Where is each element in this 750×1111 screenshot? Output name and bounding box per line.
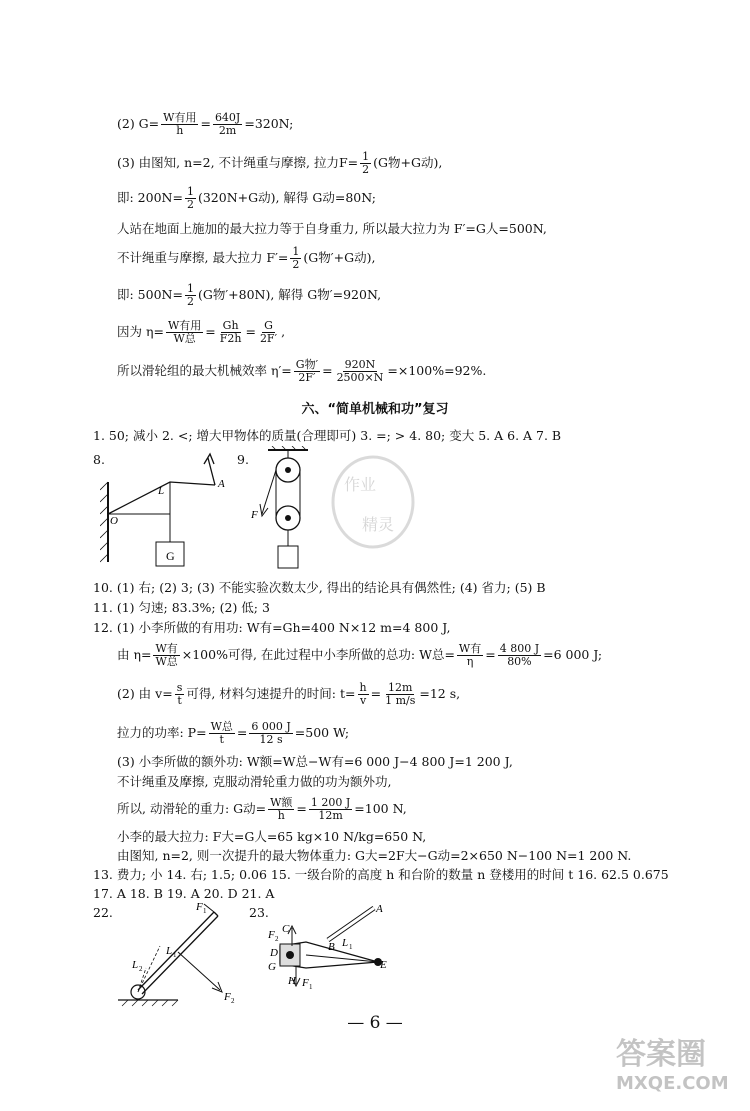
svg-text:D: D	[270, 947, 278, 959]
svg-text:A: A	[376, 903, 383, 915]
solution-line-5: 人站在地面上施加的最大拉力等于自身重力, 所以最大拉力为 F′=G人=500N,	[117, 221, 547, 236]
answer-12-line9: 由图知, n=2, 则一次提升的最大物体重力: G大=2F大−G动=2×650 N−100 N=1 200 N.	[117, 848, 632, 863]
svg-text:L: L	[132, 959, 139, 971]
answer-12-line1: 12. (1) 小李所做的有用功: W有=Gh=400 N×12 m=4 800 J,	[93, 620, 451, 635]
page-number: — 6 —	[347, 1013, 403, 1033]
question-8-label: 8.	[93, 452, 105, 467]
svg-text:B: B	[328, 941, 335, 953]
svg-text:L: L	[166, 945, 173, 957]
answer-10: 10. (1) 右; (2) 3; (3) 不能实验次数太少, 得出的结论具有偶然性; (4) 省力; (5) B	[93, 580, 546, 595]
lever-diagram-23	[266, 898, 396, 998]
answer-12-line3: (2) 由 v= $\frac{s}{t}$ 可得, 材料匀速提升的时间: t= $\frac{h}{v}$ = $\frac{12m}{1 m/s}$ =12 s,	[117, 681, 461, 707]
question-22-label: 22.	[93, 905, 113, 920]
svg-text:1: 1	[309, 983, 313, 991]
stamp-watermark	[328, 452, 418, 552]
svg-text:1: 1	[349, 943, 353, 951]
svg-text:F: F	[268, 929, 275, 941]
svg-text:2: 2	[275, 935, 279, 943]
svg-text:L: L	[342, 937, 349, 949]
answer-12-line6: 不计绳重及摩擦, 克服动滑轮重力做的功为额外功,	[117, 774, 392, 789]
svg-text:F: F	[196, 901, 203, 913]
answers-17-21: 17. A 18. B 19. A 20. D 21. A	[93, 886, 275, 901]
answer-12-line4: 拉力的功率: P= $\frac{\text{W总}}{t}$ = $\frac{6 000 J}{12 s}$ =500 W;	[117, 720, 350, 746]
question-23-label: 23.	[249, 905, 269, 920]
svg-text:1: 1	[173, 951, 177, 959]
solution-line-4: 即: 200N= $\frac{1}{2}$ (320N+G动), 解得 G动=80N;	[117, 185, 376, 211]
svg-text:H: H	[288, 975, 296, 987]
lever-diagram-22	[118, 900, 248, 1010]
arm-l-label: L	[158, 485, 165, 497]
solution-line-2: (2) G= $\frac{\text{W有用}}{h}$ = $\frac{640J}{2m}$ =320N;	[117, 111, 294, 137]
svg-text:2: 2	[231, 997, 235, 1005]
block-g-label: G	[166, 549, 175, 563]
answer-12-line2: 由 η= $\frac{\text{W有}}{\text{W总}}$ ×100%可得, 在此过程中小李所做的总功: W总= $\frac{\text{W有}}{\eta}$ = $\frac{4 800 J}{80\%}$ =6 000 J;	[117, 642, 603, 668]
answer-11: 11. (1) 匀速; 83.3%; (2) 低; 3	[93, 600, 270, 615]
point-a-label: A	[218, 478, 225, 490]
section-title: 六、“简单机械和功”复习	[301, 402, 449, 417]
solution-line-3: (3) 由图知, n=2, 不计绳重与摩擦, 拉力F= $\frac{1}{2}$ (G物+G动),	[117, 150, 443, 176]
lever-diagram-8	[100, 452, 240, 582]
svg-text:F: F	[302, 977, 309, 989]
svg-text:C: C	[282, 923, 290, 935]
solution-line-6: 不计绳重与摩擦, 最大拉力 F′= $\frac{1}{2}$ (G物′+G动),	[117, 245, 376, 271]
svg-text:1: 1	[203, 907, 207, 915]
site-watermark: 答案圈 MXQE.COM	[616, 1037, 729, 1094]
question-9-label: 9.	[237, 452, 249, 467]
svg-text:2: 2	[139, 965, 143, 973]
solution-line-7: 即: 500N= $\frac{1}{2}$ (G物′+80N), 解得 G物′=920N,	[117, 282, 382, 308]
answers-13-16: 13. 费力; 小 14. 右; 1.5; 0.06 15. 一级台阶的高度 h 和台阶的数量 n 登楼用的时间 t 16. 62.5 0.675	[93, 867, 669, 882]
pulley-diagram-9	[248, 446, 318, 576]
answers-1-7: 1. 50; 减小 2. <; 增大甲物体的质量(合理即可) 3. =; > 4. 80; 变大 5. A 6. A 7. B	[93, 428, 562, 443]
svg-text:G: G	[268, 961, 276, 973]
svg-text:F: F	[224, 991, 231, 1003]
solution-line-8: 因为 η= $\frac{\text{W有用}}{\text{W总}}$ = $\frac{Gh}{F2h}$ = $\frac{G}{2F'}$ ,	[117, 319, 286, 345]
answer-12-line7: 所以, 动滑轮的重力: G动= $\frac{\text{W额}}{h}$ = $\frac{1 200 J}{12m}$ =100 N,	[117, 796, 407, 822]
solution-line-9: 所以滑轮组的最大机械效率 η′= $\frac{\text{G物′}}{2F'}$ = $\frac{920N}{2500\times N}$ =×100%=92%.	[117, 358, 487, 384]
force-f-label: F	[251, 509, 258, 521]
answer-12-line8: 小李的最大拉力: F大=G人=65 kg×10 N/kg=650 N,	[117, 829, 427, 844]
svg-text:精灵: 精灵	[362, 517, 395, 534]
svg-text:E: E	[380, 959, 387, 971]
answer-12-line5: (3) 小李所做的额外功: W额=W总−W有=6 000 J−4 800 J=1 200 J,	[117, 754, 513, 769]
svg-text:作业: 作业	[344, 477, 377, 494]
pivot-o-label: O	[110, 515, 118, 527]
